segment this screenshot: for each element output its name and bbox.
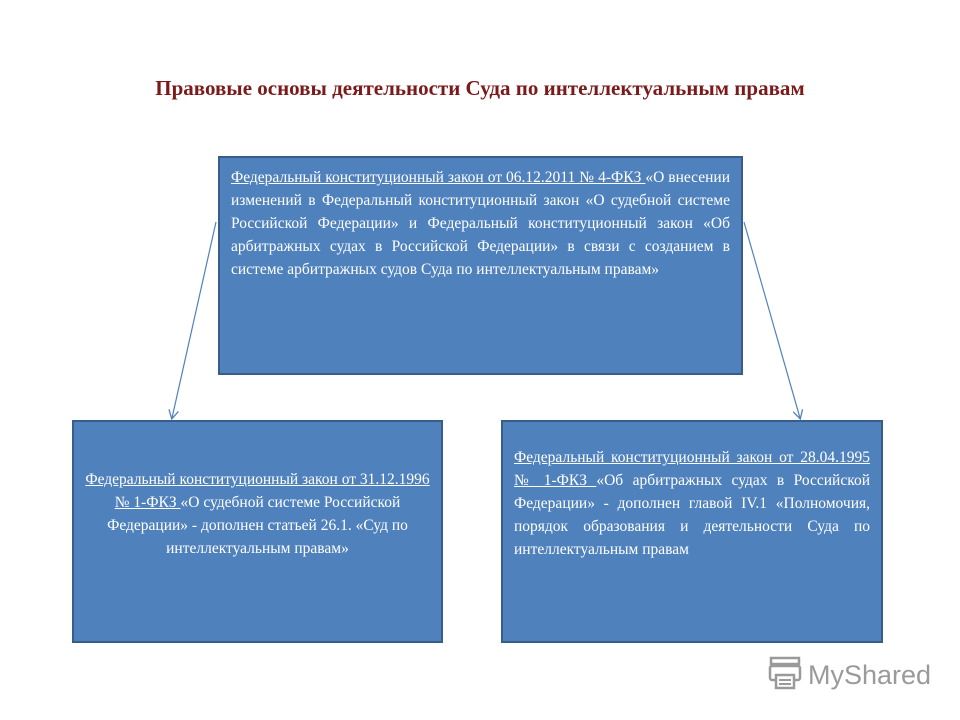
law-box-top (218, 156, 743, 375)
law-box-right-text: «Об арбитражных судах в Российской Федерации» - дополнен главой IV.1 «Полномочия, порядок образования и деятельности Суда по интеллектуальным правам (514, 472, 870, 558)
watermark-text: MyShared (808, 659, 932, 690)
law-box-right-reference: Федеральный конституционный закон от 28.04.1995 № 1-ФКЗ (514, 449, 870, 489)
slide-title: Правовые основы деятельности Суда по интеллектуальным правам (155, 76, 805, 100)
watermark-logo (768, 655, 931, 695)
law-box-right (501, 420, 883, 643)
law-box-left (72, 420, 443, 643)
printer-icon (768, 656, 802, 695)
arrow-to-left-box (172, 222, 216, 418)
law-box-left-text: «О судебной системе Российской Федерации» - дополнен статьей 26.1. «Суд по интеллектуальным правам» (107, 494, 408, 557)
arrow-to-right-box (744, 222, 800, 418)
law-box-top-text: «О внесении изменений в Федеральный конституционный закон «О судебной системе Российской Федерации» и Федеральный конституционный закон «Об арбитражных судах в Российской Федерации» в связи с созданием в системе арбитражных судов Суда по интеллектуальным правам» (231, 169, 731, 278)
law-box-top-reference: Федеральный конституционный закон от 06.12.2011 № 4-ФКЗ (231, 169, 646, 186)
law-box-left-reference: Федеральный конституционный закон от 31.12.1996 № 1-ФКЗ (85, 471, 430, 511)
